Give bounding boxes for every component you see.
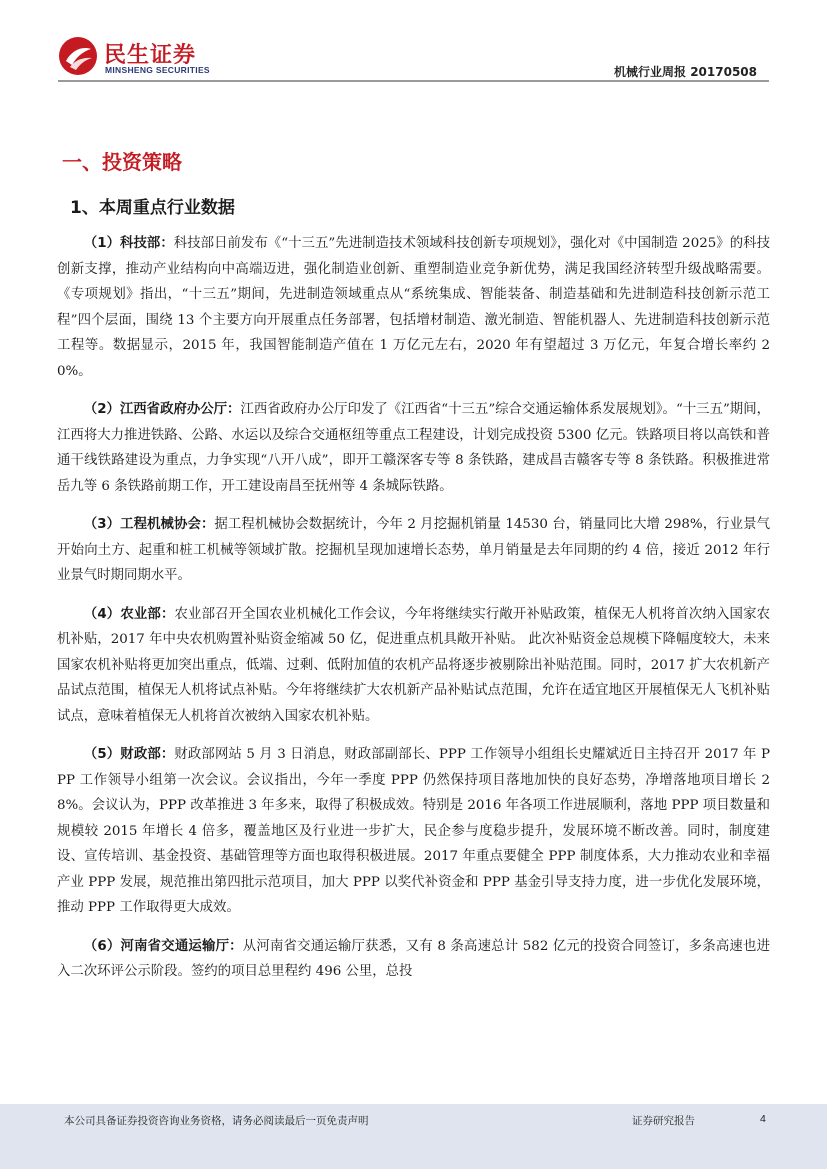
footer-document-type: 证券研究报告	[632, 1115, 695, 1127]
paragraph-ministry-of-finance	[57, 742, 770, 921]
header-divider	[58, 80, 769, 82]
paragraph-henan-transport	[57, 934, 770, 985]
paragraph-text: 财政部网站 5 月 3 日消息，财政部副部长、PPP 工作领导小组组长史耀斌近日主持召开 2017 年 PPP 工作领导小组第一次会议。会议指出，今年一季度 PPP 仍然保持项目落地加快的良好态势，净增落地项目增长 28%。会议认为，PPP 改革推进 3 年多来，取得了积极成效。特别是 2016 年各项工作进展顺利，落地 PPP 项目数量和规模较 2015 年增长 4 倍多，覆盖地区及行业进一步扩大，民企参与度稳步提升，发展环境不断改善。同时，制度建设、宣传培训、基金投资、基础管理等方面也取得积极进展。2017 年重点要健全 PPP 制度体系，大力推动农业和幸福产业 PPP 发展，规范推出第四批示范项目，加大 PPP 以奖代补资金和 PPP 基金引导支持力度，进一步优化发展环境，推动 PPP 工作取得更大成效。	[57, 747, 770, 915]
page-footer	[0, 1104, 827, 1169]
paragraph-lead: （1）科技部：	[83, 236, 174, 251]
paragraph-text: 据工程机械协会数据统计，今年 2 月挖掘机销量 14530 台，销量同比大增 298%，行业景气开始向土方、起重和桩工机械等领域扩散。挖掘机呈现加速增长态势，单月销量是去年同期的约 4 倍，接近 2012 年行业景气时期同期水平。	[57, 517, 770, 583]
paragraph-text: 科技部日前发布《“十三五”先进制造技术领域科技创新专项规划》，强化对《中国制造 2025》的科技创新支撑，推动产业结构向中高端迈进，强化制造业创新、重塑制造业竞争新优势，满足我国经济转型升级战略需要。《专项规划》指出，“十三五”期间，先进制造领域重点从“系统集成、智能装备、制造基础和先进制造科技创新示范工程”四个层面，围绕 13 个主要方向开展重点任务部署，包括增材制造、激光制造、智能机器人、先进制造科技创新示范工程等。数据显示，2015 年，我国智能制造产值在 1 万亿元左右，2020 年有望超过 3 万亿元，年复合增长率约 20%。	[57, 236, 770, 379]
paragraph-lead: （3）工程机械协会：	[83, 517, 215, 532]
subsection-title: 1、本周重点行业数据	[70, 198, 235, 218]
company-logo	[58, 36, 238, 80]
logo-chinese-name: 民生证券	[104, 43, 197, 68]
section-title: 一、投资策略	[62, 150, 182, 174]
report-title: 机械行业周报 20170508	[614, 65, 757, 79]
page-header	[0, 0, 827, 90]
report-body	[57, 231, 770, 998]
paragraph-lead: （6）河南省交通运输厅：	[83, 938, 243, 954]
footer-disclaimer: 本公司具备证券投资咨询业务资格，请务必阅读最后一页免责声明	[64, 1115, 369, 1127]
paragraph-ministry-of-science	[57, 231, 770, 384]
logo-english-name: MINSHENG SECURITIES	[105, 65, 210, 75]
paragraph-text: 江西省政府办公厅印发了《江西省“十三五”综合交通运输体系发展规划》。“十三五”期间，江西将大力推进铁路、公路、水运以及综合交通枢纽等重点工程建设，计划完成投资 5300 亿元。铁路项目将以高铁和普通干线铁路建设为重点，力争实现“八开八成”，即开工赣深客专等 8 条铁路，建成昌吉赣客专等 8 条铁路。积极推进常岳九等 6 条铁路前期工作，开工建设南昌至抚州等 4 条城际铁路。	[57, 402, 770, 494]
paragraph-text: 农业部召开全国农业机械化工作会议，今年将继续实行敞开补贴政策，植保无人机将首次纳入国家农机补贴，2017 年中央农机购置补贴资金缩减 50 亿，促进重点机具敞开补贴。 此次补贴资金总规模下降幅度较大，未来国家农机补贴将更加突出重点，低端、过剩、低附加值的农机产品将逐步被剔除出补贴范围。同时，2017 扩大农机新产品试点范围，植保无人机将试点补贴。今年将继续扩大农机新产品补贴试点范围，允许在适宜地区开展植保无人飞机补贴试点，意味着植保无人机将首次被纳入国家农机补贴。	[57, 606, 770, 724]
paragraph-lead: （4）农业部：	[83, 606, 175, 622]
paragraph-lead: （2）江西省政府办公厅：	[83, 402, 241, 417]
paragraph-text: 从河南省交通运输厅获悉，又有 8 条高速总计 582 亿元的投资合同签订，多条高速也进入二次环评公示阶段。签约的项目总里程约 496 公里，总投	[57, 938, 770, 979]
minsheng-logo-icon	[58, 36, 98, 76]
paragraph-jiangxi-government	[57, 397, 770, 499]
paragraph-ministry-of-agriculture	[57, 602, 770, 730]
paragraph-construction-machinery-association	[57, 512, 770, 589]
paragraph-lead: （5）财政部：	[83, 747, 175, 762]
page-number: 4	[760, 1113, 766, 1125]
